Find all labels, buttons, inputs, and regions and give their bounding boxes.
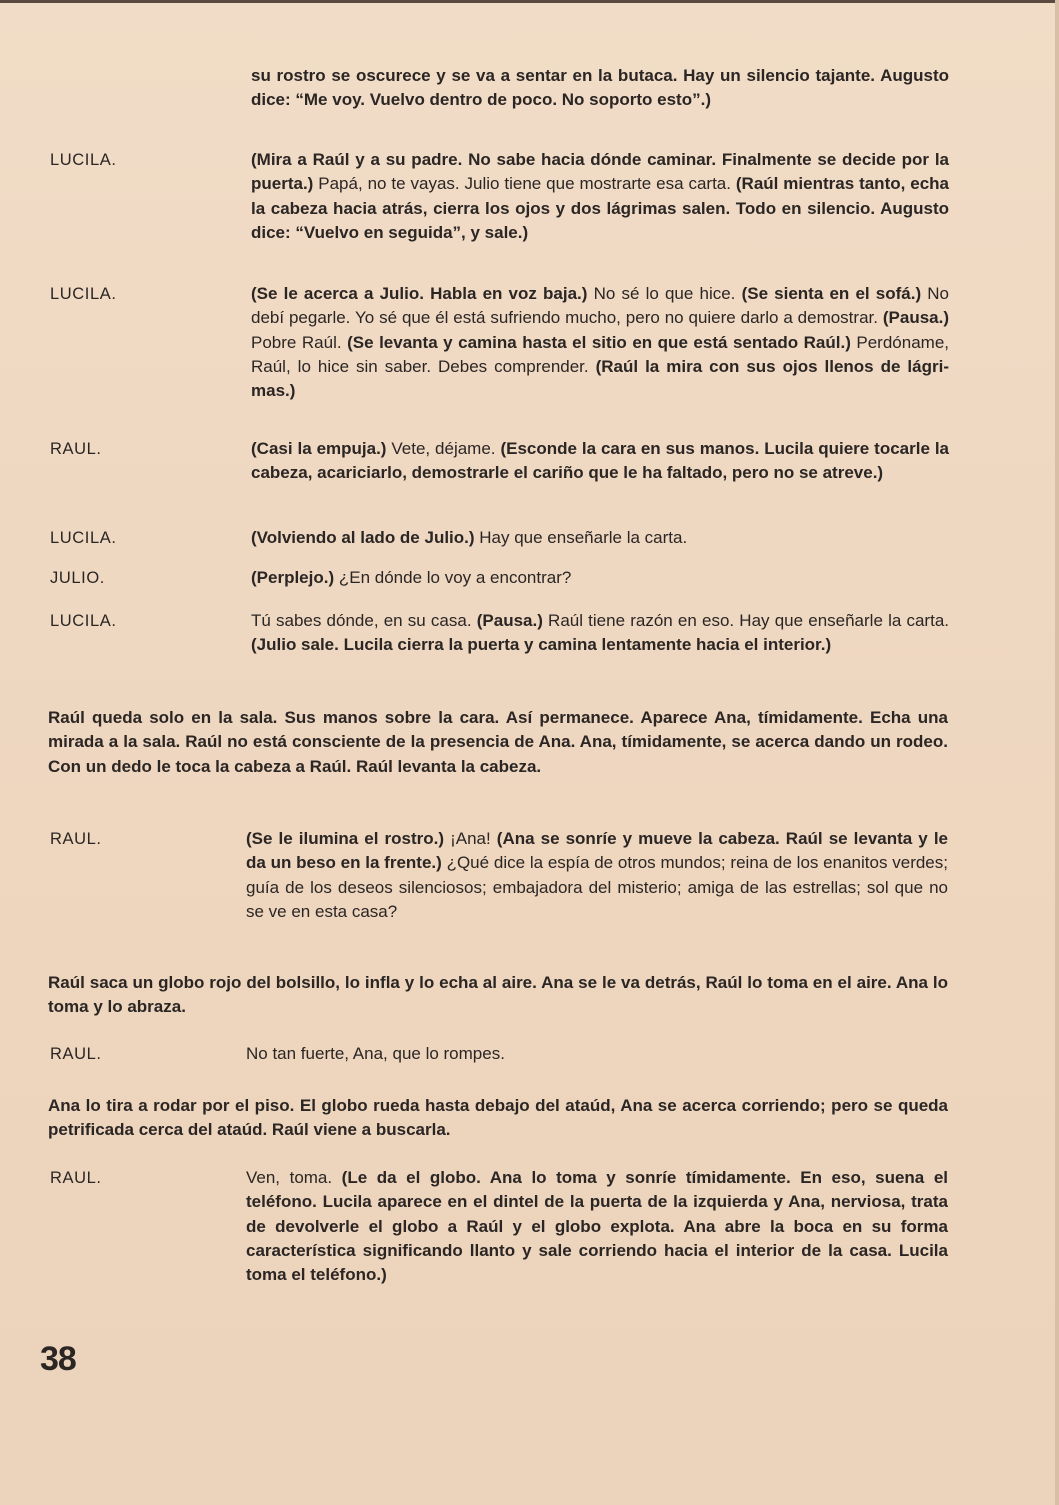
stage-direction: (Raúl la mira con sus ojos llenos de lágrimas.): [251, 356, 949, 401]
spoken-line: ¡Ana!: [444, 829, 497, 848]
spoken-line: Pobre Raúl.: [251, 332, 348, 352]
spoken-line: Ven, toma.: [246, 1168, 342, 1187]
stage-direction: (Se le ilumina el rostro.): [246, 829, 445, 848]
paragraph-text: [48, 1094, 948, 1143]
spoken-line: Tú sabes dónde, en su casa.: [251, 611, 477, 630]
paragraph-text: [48, 971, 948, 1020]
dialogue-text: [246, 1042, 948, 1066]
stage-direction: (Pausa.): [476, 611, 543, 630]
spoken-line: Raúl tiene razón en eso. Hay que enseñarle la carta.: [542, 611, 949, 630]
stage-direction: (Esconde la cara en sus manos. Lucila quiere tocarle la cabeza, acariciarlo, demostrarle el cariño que le ha faltado, pero no se atreve.): [251, 439, 949, 483]
speaker-name: LUCILA.: [50, 285, 117, 303]
dialogue-text: [246, 827, 948, 924]
stage-direction: (Se le acerca a Julio. Habla en voz baja.): [251, 284, 588, 303]
page-number: 38: [40, 1340, 76, 1378]
stage-direction: (Volviendo al lado de Julio.): [251, 528, 475, 547]
dialogue-text: [251, 148, 949, 245]
stage-direction: Raúl saca un globo rojo del bolsillo, lo infla y lo echa al aire. Ana se le va detrás, Raúl lo toma en el aire. Ana lo toma y lo abraza.: [48, 973, 948, 1017]
stage-direction: su rostro se oscurece y se va a sentar en la butaca. Hay un silencio tajante. Augusto dice: “Me voy. Vuelvo dentro de poco. No soporto esto”.): [251, 66, 949, 110]
spoken-line: ¿En dónde lo voy a encontrar?: [334, 568, 572, 587]
stage-direction: (Julio sale. Lucila cierra la puerta y camina lentamente hacia el interior.): [251, 635, 832, 655]
spoken-line: Perdóname, Raúl, lo hice sin saber. Debes comprender.: [251, 332, 950, 376]
speaker-name: RAUL.: [50, 1045, 102, 1063]
stage-direction: (Pausa.): [882, 308, 949, 328]
stage-direction: (Ana se sonríe y mueve la cabeza. Raúl se levanta y le da un beso en la frente.): [246, 829, 948, 873]
dialogue-text: [246, 1166, 948, 1287]
stage-direction: (Le da el globo. Ana lo toma y sonríe tímidamente. En eso, suena el teléfono. Lucila aparece en el dintel de la puerta de la izquierda y Ana, nerviosa, trata de devolverle el globo a Raúl y el globo explota. Ana abre la boca en su forma característica significando llanto y sale corriendo hacia el interior de la casa. Lucila toma el teléfono.): [246, 1168, 948, 1285]
stage-direction: Ana lo tira a rodar por el piso. El globo rueda hasta debajo del ataúd, Ana se acerca corriendo; pero se queda petrificada cerca del ataúd. Raúl viene a buscarla.: [48, 1096, 948, 1140]
page-edge: [1055, 0, 1059, 1505]
dialogue-text: [251, 566, 949, 590]
spoken-line: Papá, no te vayas. Julio tiene que mostrarte esa carta.: [313, 174, 736, 194]
spoken-line: ¿Qué dice la espía de otros mundos; reina de los enanitos verdes; guía de los deseos silenciosos; embajadora del misterio; amiga de las estrellas; sol que no se ve en esta casa?: [246, 853, 948, 921]
speaker-name: RAUL.: [50, 440, 102, 458]
speaker-name: RAUL.: [50, 1169, 102, 1187]
speaker-name: RAUL.: [50, 830, 102, 848]
stage-direction: (Casi la empuja.): [251, 439, 387, 458]
stage-direction: (Raúl mientras tanto, echa la cabeza hacia atrás, cierra los ojos y dos lágrimas salen. Todo en silencio. Augusto dice: “Vuelvo en seguida”, y sale.): [251, 174, 949, 242]
spoken-line: No tan fuerte, Ana, que lo rompes.: [246, 1044, 505, 1063]
stage-direction: (Perplejo.): [251, 568, 335, 587]
speaker-name: JULIO.: [50, 569, 105, 587]
dialogue-text: [251, 64, 949, 113]
speaker-name: LUCILA.: [50, 151, 117, 169]
dialogue-text: [251, 437, 949, 486]
paragraph-text: [48, 706, 948, 779]
spoken-line: Hay que enseñarle la carta.: [474, 528, 688, 547]
dialogue-text: [251, 609, 949, 658]
stage-direction: (Se levanta y camina hasta el sitio en que está sentado Raúl.): [347, 332, 851, 352]
stage-direction: (Se sienta en el sofá.): [741, 284, 922, 303]
stage-direction: Raúl queda solo en la sala. Sus manos sobre la cara. Así permanece. Aparece Ana, tímidamente. Echa una mirada a la sala. Raúl no está consciente de la presencia de Ana. Ana, tímidamente, se acerca dando un rodeo. Con un dedo le toca la cabeza a Raúl. Raúl levanta la cabeza.: [48, 708, 948, 776]
spoken-line: Vete, déjame.: [386, 439, 501, 458]
stage-direction: (Mira a Raúl y a su padre. No sabe hacia dónde caminar. Finalmente se decide por la puerta.): [251, 150, 949, 194]
top-edge-shadow: [0, 0, 1059, 3]
spoken-line: No debí pegarle. Yo sé que él está sufriendo mucho, pero no quiere darlo a demostrar.: [251, 284, 949, 328]
speaker-name: LUCILA.: [50, 612, 117, 630]
dialogue-text: [251, 526, 949, 550]
dialogue-text: [251, 282, 949, 403]
spoken-line: No sé lo que hice.: [587, 284, 742, 303]
speaker-name: LUCILA.: [50, 529, 117, 547]
